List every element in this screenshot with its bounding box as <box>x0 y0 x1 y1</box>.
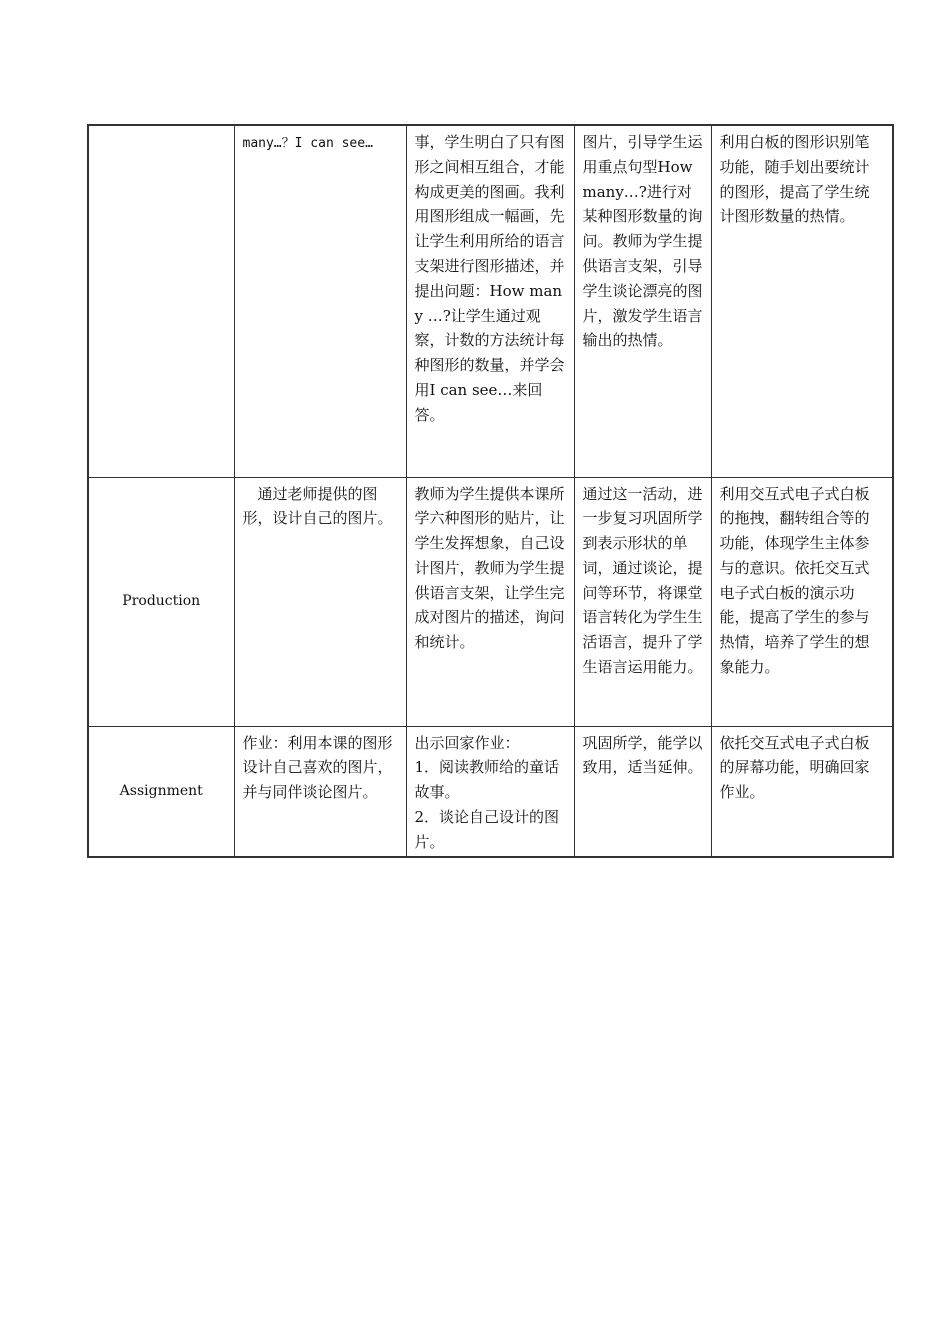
table-row <box>88 726 893 857</box>
lesson-plan-table <box>87 124 894 858</box>
stage-cell: Assignment <box>88 726 234 857</box>
technology-use-cell: 利用交互式电子式白板的拖拽，翻转组合等的功能，体现学生主体参与的意识。依托交互式电子式白板的演示功能，提高了学生的参与热情，培养了学生的想象能力。 <box>711 477 893 726</box>
assignment-item: 2．谈论自己设计的图片。 <box>414 807 560 851</box>
assignment-heading: 出示回家作业： <box>414 733 520 752</box>
technology-use-cell: 利用白板的图形识别笔功能，随手划出要统计的图形，提高了学生统计图形数量的热情。 <box>711 125 893 477</box>
content-cell: 通过老师提供的图形，设计自己的图片。 <box>234 477 406 726</box>
stage-cell: Production <box>88 477 234 726</box>
design-intent-cell: 图片，引导学生运用重点句型How many…?进行对某种图形数量的询问。教师为学生提供语言支架，引导学生谈论漂亮的图片，激发学生语言输出的热情。 <box>574 125 711 477</box>
teacher-activity-cell: 教师为学生提供本课所学六种图形的贴片，让学生发挥想象，自己设计图片，教师为学生提供语言支架，让学生完成对图片的描述，询问和统计。 <box>406 477 574 726</box>
assignment-item: 1．阅读教师给的童话故事。 <box>414 758 560 802</box>
teacher-activity-cell: 事，学生明白了只有图形之间相互组合，才能构成更美的图画。我利用图形组成一幅画，先让学生利用所给的语言支架进行图形描述，并提出问题：How many …?让学生通过观察，计数的方法统计每种图形的数量，并学会用I can see…来回答。 <box>406 125 574 477</box>
table-row <box>88 477 893 726</box>
design-intent-cell: 通过这一活动，进一步复习巩固所学到表示形状的单词，通过谈论，提问等环节，将课堂语言转化为学生生活语言，提升了学生语言运用能力。 <box>574 477 711 726</box>
content-cell <box>234 125 406 477</box>
technology-use-cell: 依托交互式电子式白板的屏幕功能，明确回家作业。 <box>711 726 893 857</box>
content-cell: 作业：利用本课的图形设计自己喜欢的图片，并与同伴谈论图片。 <box>234 726 406 857</box>
teacher-activity-cell <box>406 726 574 857</box>
stage-cell <box>88 125 234 477</box>
table-row <box>88 125 893 477</box>
content-text: many…？I can see… <box>242 136 373 151</box>
design-intent-cell: 巩固所学，能学以致用，适当延伸。 <box>574 726 711 857</box>
